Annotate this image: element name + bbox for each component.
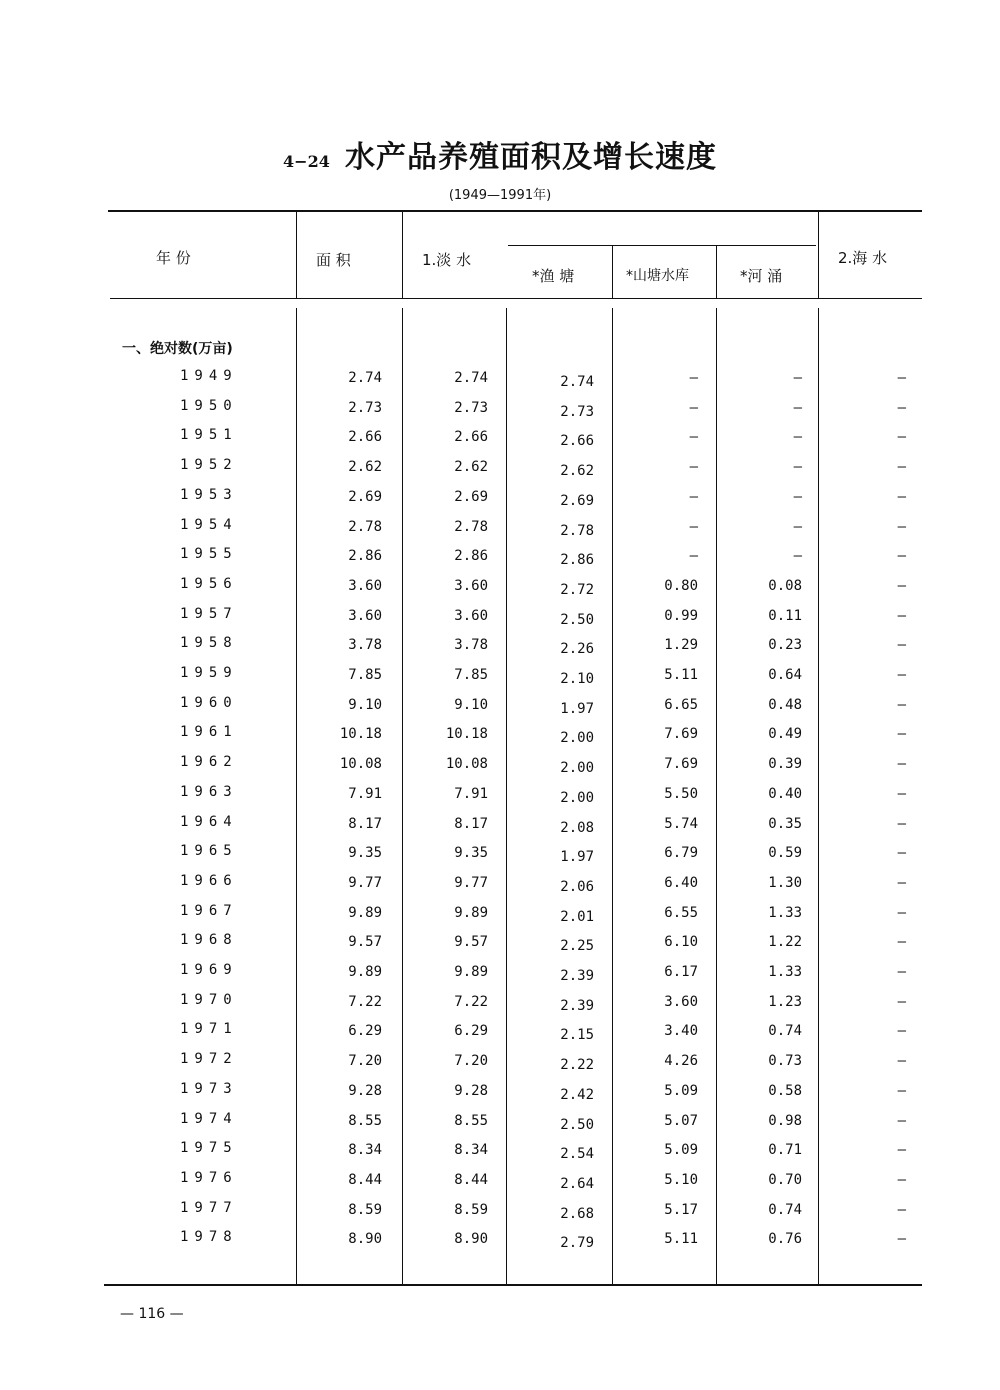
cell-river: 1.33 (768, 904, 802, 921)
cell-reservoir: 5.50 (664, 785, 698, 802)
cell-year: 1975 (180, 1140, 238, 1157)
header-seawater: 2.海 水 (838, 249, 888, 267)
cell-fishpond: 1.97 (560, 700, 594, 717)
cell-year: 1950 (180, 397, 238, 414)
cell-seawater: — (897, 934, 906, 951)
cell-freshwater: 2.62 (454, 459, 488, 476)
cell-reservoir: 4.26 (664, 1053, 698, 1070)
cell-river: 1.33 (768, 964, 802, 980)
table-row (0, 695, 1000, 717)
cell-seawater: — (897, 518, 906, 535)
top-rule (108, 210, 922, 212)
cell-freshwater: 7.91 (454, 785, 488, 802)
cell-reservoir: 6.17 (664, 964, 698, 980)
cell-fishpond: 2.79 (560, 1235, 594, 1252)
cell-area: 10.08 (339, 756, 382, 773)
cell-year: 1977 (180, 1199, 238, 1216)
cell-seawater: — (897, 1201, 906, 1218)
cell-freshwater: 7.20 (454, 1053, 488, 1070)
cell-fishpond: 2.08 (560, 819, 594, 836)
cell-reservoir: 0.99 (664, 607, 698, 624)
cell-year: 1971 (180, 1021, 238, 1038)
cell-area: 7.85 (348, 667, 382, 683)
cell-reservoir: 6.10 (664, 934, 698, 951)
cell-freshwater: 9.28 (454, 1082, 488, 1099)
cell-seawater: — (897, 1023, 906, 1040)
table-row (0, 1021, 1000, 1043)
cell-freshwater: 9.89 (454, 904, 488, 921)
cell-year: 1966 (180, 872, 238, 889)
cell-freshwater: 6.29 (454, 1023, 488, 1040)
cell-fishpond: 2.74 (560, 374, 594, 390)
cell-fishpond: 2.78 (560, 522, 594, 539)
cell-river: 0.76 (768, 1231, 802, 1248)
cell-reservoir: 5.07 (664, 1112, 698, 1129)
cell-reservoir: — (689, 429, 698, 446)
cell-fishpond: 2.22 (560, 1057, 594, 1074)
cell-fishpond: 1.97 (560, 849, 594, 866)
cell-freshwater: 9.35 (454, 845, 488, 862)
cell-area: 10.18 (339, 726, 382, 743)
cell-year: 1958 (180, 635, 238, 652)
cell-river: 0.11 (768, 607, 802, 624)
cell-year: 1969 (180, 962, 238, 978)
cell-year: 1962 (180, 754, 238, 771)
cell-fishpond: 2.64 (560, 1175, 594, 1192)
cell-freshwater: 8.17 (454, 815, 488, 832)
cell-fishpond: 2.54 (560, 1146, 594, 1163)
cell-area: 9.77 (348, 874, 382, 891)
cell-area: 2.62 (348, 459, 382, 476)
cell-area: 3.78 (348, 637, 382, 654)
cell-river: 0.35 (768, 815, 802, 832)
table-row (0, 724, 1000, 746)
cell-year: 1949 (180, 368, 238, 384)
table-row (0, 398, 1000, 420)
cell-freshwater: 8.59 (454, 1201, 488, 1218)
cell-seawater: — (897, 815, 906, 832)
table-row (0, 1200, 1000, 1222)
table-row (0, 903, 1000, 925)
cell-seawater: — (897, 1142, 906, 1159)
cell-year: 1953 (180, 486, 238, 503)
cell-reservoir: — (689, 488, 698, 505)
cell-seawater: — (897, 1082, 906, 1099)
cell-area: 9.89 (348, 904, 382, 921)
cell-river: 0.58 (768, 1082, 802, 1099)
cell-fishpond: 2.42 (560, 1086, 594, 1103)
cell-year: 1967 (180, 902, 238, 919)
cell-reservoir: 5.09 (664, 1142, 698, 1159)
cell-area: 3.60 (348, 577, 382, 594)
cell-fishpond: 2.26 (560, 641, 594, 658)
cell-freshwater: 2.86 (454, 548, 488, 565)
cell-fishpond: 2.73 (560, 403, 594, 420)
cell-year: 1976 (180, 1169, 238, 1186)
cell-freshwater: 2.69 (454, 488, 488, 505)
cell-reservoir: 3.40 (664, 1023, 698, 1040)
cell-fishpond: 2.72 (560, 581, 594, 598)
cell-river: 1.23 (768, 993, 802, 1010)
table-row (0, 992, 1000, 1014)
cell-seawater: — (897, 1053, 906, 1070)
table-row (0, 873, 1000, 895)
cell-area: 6.29 (348, 1023, 382, 1040)
cell-seawater: — (897, 370, 906, 386)
header-area: 面 积 (316, 251, 351, 269)
cell-seawater: — (897, 399, 906, 416)
cell-freshwater: 8.34 (454, 1142, 488, 1159)
cell-river: 1.30 (768, 874, 802, 891)
cell-freshwater: 2.73 (454, 399, 488, 416)
table-row (0, 517, 1000, 539)
cell-reservoir: 0.80 (664, 577, 698, 594)
cell-year: 1951 (180, 427, 238, 444)
column-divider (818, 212, 819, 298)
cell-river: 0.71 (768, 1142, 802, 1159)
table-row (0, 1051, 1000, 1073)
table-subtitle: (1949—1991年) (448, 188, 552, 203)
cell-reservoir: 5.09 (664, 1082, 698, 1099)
table-row (0, 665, 1000, 687)
cell-reservoir: 5.11 (664, 667, 698, 683)
table-row (0, 576, 1000, 598)
cell-seawater: — (897, 577, 906, 594)
cell-river: 0.98 (768, 1112, 802, 1129)
cell-river: 0.70 (768, 1171, 802, 1188)
table-row (0, 546, 1000, 568)
cell-freshwater: 3.60 (454, 577, 488, 594)
cell-freshwater: 7.22 (454, 993, 488, 1010)
cell-seawater: — (897, 429, 906, 446)
cell-fishpond: 2.50 (560, 611, 594, 628)
table-row (0, 1170, 1000, 1192)
cell-reservoir: — (689, 399, 698, 416)
cell-year: 1970 (180, 991, 238, 1008)
bottom-rule (104, 1284, 922, 1286)
cell-area: 8.17 (348, 815, 382, 832)
table-row (0, 784, 1000, 806)
cell-seawater: — (897, 964, 906, 980)
page-title (0, 132, 1000, 176)
cell-area: 2.66 (348, 429, 382, 446)
cell-area: 9.89 (348, 964, 382, 980)
cell-year: 1965 (180, 843, 238, 860)
table-title: 水产品养殖面积及增长速度 (344, 140, 717, 175)
cell-reservoir: 5.10 (664, 1171, 698, 1188)
cell-river: 0.48 (768, 696, 802, 713)
cell-year: 1956 (180, 575, 238, 592)
cell-fishpond: 2.39 (560, 997, 594, 1014)
cell-freshwater: 7.85 (454, 667, 488, 683)
cell-seawater: — (897, 993, 906, 1010)
cell-seawater: — (897, 696, 906, 713)
cell-seawater: — (897, 785, 906, 802)
cell-river: 0.59 (768, 845, 802, 862)
cell-year: 1973 (180, 1080, 238, 1097)
cell-seawater: — (897, 1112, 906, 1129)
cell-year: 1955 (180, 546, 238, 563)
cell-seawater: — (897, 874, 906, 891)
column-divider (716, 245, 717, 298)
cell-area: 8.34 (348, 1142, 382, 1159)
table-number: 4−24 (283, 152, 330, 171)
cell-reservoir: — (689, 370, 698, 386)
cell-reservoir: 6.55 (664, 904, 698, 921)
cell-year: 1954 (180, 516, 238, 533)
cell-river: 0.39 (768, 756, 802, 773)
cell-reservoir: 6.65 (664, 696, 698, 713)
cell-freshwater: 3.60 (454, 607, 488, 624)
cell-freshwater: 8.44 (454, 1171, 488, 1188)
cell-fishpond: 2.62 (560, 463, 594, 480)
cell-reservoir: 7.69 (664, 756, 698, 773)
cell-seawater: — (897, 488, 906, 505)
cell-river: — (793, 399, 802, 416)
cell-area: 8.90 (348, 1231, 382, 1248)
table-row (0, 1229, 1000, 1251)
cell-reservoir: — (689, 459, 698, 476)
cell-river: — (793, 429, 802, 446)
cell-year: 1968 (180, 932, 238, 949)
cell-river: 0.73 (768, 1053, 802, 1070)
cell-area: 3.60 (348, 607, 382, 624)
cell-area: 7.22 (348, 993, 382, 1010)
cell-river: 0.23 (768, 637, 802, 654)
header-bottom-rule (110, 298, 922, 299)
column-divider (402, 212, 403, 298)
cell-freshwater: 10.18 (445, 726, 488, 743)
table-row (0, 487, 1000, 509)
cell-area: 2.69 (348, 488, 382, 505)
cell-fishpond: 2.50 (560, 1116, 594, 1133)
cell-year: 1960 (180, 694, 238, 711)
cell-reservoir: 5.11 (664, 1231, 698, 1248)
cell-seawater: — (897, 1171, 906, 1188)
cell-reservoir: 6.40 (664, 874, 698, 891)
cell-river: 1.22 (768, 934, 802, 951)
cell-fishpond: 2.06 (560, 878, 594, 895)
cell-fishpond: 2.86 (560, 552, 594, 569)
cell-fishpond: 2.69 (560, 492, 594, 509)
cell-seawater: — (897, 548, 906, 565)
column-divider (612, 245, 613, 298)
cell-area: 8.59 (348, 1201, 382, 1218)
cell-freshwater: 9.89 (454, 964, 488, 980)
table-row (0, 843, 1000, 865)
cell-year: 1959 (180, 665, 238, 681)
cell-reservoir: — (689, 548, 698, 565)
cell-fishpond: 2.01 (560, 908, 594, 925)
cell-fishpond: 2.66 (560, 433, 594, 450)
cell-year: 1964 (180, 813, 238, 830)
cell-freshwater: 2.78 (454, 518, 488, 535)
page-number: — 116 — (120, 1306, 184, 1322)
cell-year: 1961 (180, 724, 238, 741)
cell-area: 9.57 (348, 934, 382, 951)
cell-reservoir: 1.29 (664, 637, 698, 654)
cell-river: — (793, 370, 802, 386)
cell-seawater: — (897, 756, 906, 773)
cell-freshwater: 3.78 (454, 637, 488, 654)
cell-seawater: — (897, 607, 906, 624)
table-row (0, 368, 1000, 390)
cell-area: 2.86 (348, 548, 382, 565)
cell-reservoir: 5.74 (664, 815, 698, 832)
cell-freshwater: 8.55 (454, 1112, 488, 1129)
table-row (0, 932, 1000, 954)
cell-seawater: — (897, 1231, 906, 1248)
cell-fishpond: 2.68 (560, 1205, 594, 1222)
cell-freshwater: 9.57 (454, 934, 488, 951)
cell-river: 0.74 (768, 1201, 802, 1218)
cell-freshwater: 9.77 (454, 874, 488, 891)
cell-year: 1972 (180, 1051, 238, 1068)
cell-fishpond: 2.00 (560, 730, 594, 747)
cell-fishpond: 2.39 (560, 968, 594, 984)
cell-year: 1978 (180, 1229, 238, 1246)
cell-fishpond: 2.00 (560, 789, 594, 806)
column-divider (296, 212, 297, 298)
cell-river: 0.40 (768, 785, 802, 802)
cell-fishpond: 2.15 (560, 1027, 594, 1044)
cell-area: 9.10 (348, 696, 382, 713)
cell-area: 7.91 (348, 785, 382, 802)
cell-river: 0.49 (768, 726, 802, 743)
section-label: 一、绝对数(万亩) (122, 341, 233, 357)
cell-seawater: — (897, 459, 906, 476)
table-row (0, 1140, 1000, 1162)
cell-seawater: — (897, 904, 906, 921)
cell-year: 1957 (180, 605, 238, 622)
cell-year: 1974 (180, 1110, 238, 1127)
cell-river: 0.74 (768, 1023, 802, 1040)
cell-area: 2.74 (348, 370, 382, 386)
table-row (0, 457, 1000, 479)
sub-header-rule (508, 245, 816, 246)
table-row (0, 635, 1000, 657)
cell-area: 9.35 (348, 845, 382, 862)
cell-river: — (793, 518, 802, 535)
cell-freshwater: 10.08 (445, 756, 488, 773)
header-fishpond: *渔 塘 (532, 267, 575, 285)
cell-year: 1963 (180, 783, 238, 800)
cell-river: 0.64 (768, 667, 802, 683)
cell-area: 2.73 (348, 399, 382, 416)
cell-area: 9.28 (348, 1082, 382, 1099)
header-reservoir: *山塘水库 (626, 268, 689, 284)
cell-reservoir: 5.17 (664, 1201, 698, 1218)
table-row (0, 427, 1000, 449)
cell-seawater: — (897, 637, 906, 654)
cell-reservoir: 7.69 (664, 726, 698, 743)
cell-area: 7.20 (348, 1053, 382, 1070)
cell-reservoir: 6.79 (664, 845, 698, 862)
cell-area: 8.55 (348, 1112, 382, 1129)
cell-freshwater: 8.90 (454, 1231, 488, 1248)
cell-reservoir: — (689, 518, 698, 535)
cell-river: — (793, 459, 802, 476)
cell-seawater: — (897, 845, 906, 862)
header-freshwater: 1.淡 水 (422, 251, 472, 269)
cell-reservoir: 3.60 (664, 993, 698, 1010)
table-row (0, 1081, 1000, 1103)
cell-freshwater: 2.74 (454, 370, 488, 386)
cell-freshwater: 9.10 (454, 696, 488, 713)
cell-area: 8.44 (348, 1171, 382, 1188)
cell-fishpond: 2.00 (560, 760, 594, 777)
header-year: 年 份 (156, 249, 191, 267)
cell-seawater: — (897, 667, 906, 683)
cell-year: 1952 (180, 457, 238, 474)
cell-freshwater: 2.66 (454, 429, 488, 446)
cell-seawater: — (897, 726, 906, 743)
table-row (0, 814, 1000, 836)
cell-fishpond: 2.10 (560, 671, 594, 687)
table-row (0, 962, 1000, 984)
table-row (0, 606, 1000, 628)
cell-river: 0.08 (768, 577, 802, 594)
cell-fishpond: 2.25 (560, 938, 594, 955)
table-row (0, 754, 1000, 776)
header-river: *河 涌 (740, 267, 783, 285)
cell-river: — (793, 548, 802, 565)
cell-river: — (793, 488, 802, 505)
table-row (0, 1111, 1000, 1133)
cell-area: 2.78 (348, 518, 382, 535)
